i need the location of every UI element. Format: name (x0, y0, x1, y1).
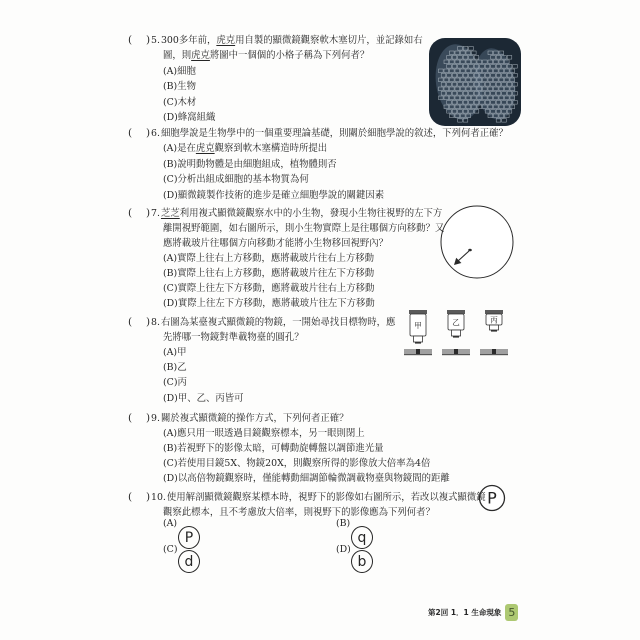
option-c (163, 281, 374, 296)
option-text: 蜂窩組織 (177, 112, 216, 123)
underlined-name: 虎克 (216, 34, 236, 46)
option-label: (D) (163, 189, 178, 201)
option-text: 應只用一眼透過目鏡觀察標本，另一眼則閉上 (177, 427, 365, 439)
stem-text: 將圖中一個個的小格子稱為下列何者？ (209, 50, 370, 61)
option-text: 實際上往左下方移動，應將載玻片往左下方移動 (177, 297, 375, 309)
option-label: (C) (163, 458, 178, 470)
footer-section-title: 第2回 1．1 生命現象 (428, 608, 502, 617)
option-a (163, 251, 374, 266)
question-stem-line (163, 48, 369, 63)
specimen-glyph: P (487, 488, 497, 508)
option-text: 甲、乙、丙皆可 (177, 392, 244, 404)
option-label: (A) (163, 346, 178, 358)
option-text: 若使用目鏡5X、物鏡20X，則觀察所得的影像放大倍率為4倍 (177, 458, 431, 470)
option-label: (B) (163, 267, 178, 279)
option-label: (B) (336, 518, 351, 529)
option-d (336, 542, 351, 557)
option-b (163, 79, 196, 94)
stem-text: 右圖為某臺複式顯微鏡的物鏡，一開始尋找目標物時，應 (160, 316, 396, 328)
question-stem-line (151, 411, 348, 426)
answer-blank-close: ) (146, 206, 151, 219)
option-d (163, 110, 215, 125)
option-label: (B) (163, 158, 178, 170)
option-text: 顯微鏡製作技術的進步是確立細胞學說的關鍵因素 (177, 189, 385, 201)
option-label: (D) (163, 473, 178, 485)
stem-text: 先將哪一物鏡對準載物臺的圓孔？ (163, 331, 304, 343)
question-stem-line (163, 236, 388, 251)
option-text: 細胞 (177, 65, 196, 77)
option-d (163, 391, 243, 406)
stem-text: 應將載玻片往哪個方向移動才能將小生物移回視野內？ (163, 237, 389, 249)
circled-letter-icon (351, 550, 373, 573)
answer-blank-close: ) (146, 411, 151, 424)
stem-text: 利用複式顯微鏡觀察水中的小生物，發現小生物往視野的左下方 (179, 207, 443, 219)
option-text: 乙 (177, 362, 187, 374)
option-label: (A) (163, 252, 178, 264)
circled-letter-icon (178, 550, 200, 573)
answer-blank-close: ) (146, 490, 151, 503)
question-stem-line (163, 505, 435, 520)
objective-label-jia: 甲 (414, 321, 422, 330)
question-stem-line (151, 315, 395, 330)
option-text: 丙 (177, 377, 187, 389)
stem-text: 用自製的顯微鏡觀察軟木塞切片，並記錄如右 (235, 34, 423, 46)
option-b (336, 516, 350, 531)
option-label: (C) (163, 544, 178, 555)
circled-letter: P (184, 529, 194, 546)
question-stem-line (163, 330, 304, 345)
option-label: (B) (163, 362, 178, 374)
answer-blank-open: ( (128, 33, 133, 46)
option-c (163, 456, 430, 471)
objective-label-yi: 乙 (452, 318, 460, 327)
question-number: 5. (151, 34, 160, 46)
option-a (163, 345, 186, 360)
option-a (163, 141, 327, 156)
option-label: (A) (163, 143, 178, 154)
field-of-view-figure (439, 204, 515, 280)
circled-letter: q (357, 529, 367, 546)
circled-letter-icon (351, 526, 373, 549)
option-c (163, 95, 196, 110)
stem-text: 圖，則 (163, 50, 192, 61)
option-d (163, 188, 384, 203)
answer-blank-open: ( (128, 411, 133, 424)
stem-text: 關於複式顯微鏡的操作方式，下列何者正確？ (160, 412, 349, 424)
option-label: (D) (163, 112, 178, 123)
option-text: 實際上往左下方移動，應將載玻片往右上方移動 (177, 282, 375, 294)
question-stem-line (151, 206, 442, 221)
question-stem-line (151, 490, 486, 505)
cork-cells-figure (429, 38, 521, 126)
option-d (163, 471, 450, 486)
option-label: (B) (163, 81, 178, 92)
option-label: (A) (163, 518, 178, 529)
option-a (163, 426, 365, 441)
option-text: 是在 (177, 143, 196, 154)
option-text: 木材 (177, 96, 197, 108)
underlined-name: 虎克 (195, 143, 215, 154)
page-number-badge: 5 (505, 604, 518, 621)
option-text: 分析出組成細胞的基本物質為何 (177, 174, 309, 185)
option-label: (A) (163, 65, 178, 77)
stem-text: 離開視野範圍，如右圖所示，則小生物實際上是往哪個方向移動？又 (163, 222, 445, 234)
option-label: (D) (163, 392, 178, 404)
option-d (163, 296, 375, 311)
option-text: 說明動物體是由細胞組成，植物體則否 (177, 158, 337, 170)
answer-blank-open: ( (128, 206, 133, 219)
option-text: 以高倍物鏡觀察時，僅能轉動細調節輪微調載物臺與物鏡間的距離 (177, 473, 450, 485)
option-text: 若視野下的影像太暗，可轉動旋轉盤以調節進光量 (177, 442, 384, 454)
answer-blank-open: ( (128, 126, 133, 139)
option-b (163, 360, 187, 375)
stem-text: 觀察此標本，且不考慮放大倍率，則視野下的影像應為下列何者？ (163, 506, 435, 518)
option-text: 實際上往右上方移動，應將載玻片往左下方移動 (177, 267, 375, 279)
underlined-name: 虎克 (191, 50, 210, 61)
answer-blank-open: ( (128, 490, 133, 503)
option-text: 甲 (177, 346, 187, 358)
option-b (163, 157, 337, 172)
option-label: (A) (163, 427, 178, 439)
option-a (163, 64, 196, 79)
page-footer (428, 604, 518, 621)
option-text: 觀察到軟木塞構造時所提出 (214, 143, 328, 154)
question-number: 8. (151, 316, 160, 328)
question-stem-line (151, 33, 423, 48)
option-b (163, 266, 374, 281)
option-label: (C) (163, 96, 178, 108)
option-label: (C) (163, 174, 178, 185)
question-number: 7. (151, 207, 160, 219)
option-label: (D) (336, 544, 351, 555)
option-text: 生物 (177, 81, 196, 92)
option-label: (C) (163, 282, 178, 294)
stem-text: 使用解剖顯微鏡觀察某標本時，視野下的影像如右圖所示，若改以複式顯微鏡 (166, 491, 486, 503)
circled-letter: d (184, 553, 194, 570)
question-number: 10. (151, 491, 166, 503)
objective-lenses-figure (402, 308, 512, 358)
answer-blank-close: ) (146, 126, 151, 139)
circled-letter-icon (178, 526, 200, 549)
answer-blank-close: ) (146, 33, 151, 46)
stem-text: 300多年前， (160, 34, 217, 46)
stem-text: 細胞學說是生物學中的一個重要理論基礎，則關於細胞學說的敘述，下列何者正確？ (160, 127, 508, 139)
underlined-name: 芝芝 (160, 207, 180, 219)
answer-blank-close: ) (146, 315, 151, 328)
question-stem-line (151, 126, 508, 141)
option-a (163, 516, 177, 531)
option-c (163, 542, 178, 557)
option-label: (C) (163, 377, 178, 389)
option-c (163, 172, 309, 187)
answer-blank-open: ( (128, 315, 133, 328)
question-number: 9. (151, 412, 160, 424)
option-label: (D) (163, 297, 178, 309)
option-b (163, 441, 383, 456)
circled-letter: b (357, 553, 367, 570)
question-stem-line (163, 221, 444, 236)
option-text: 實際上往右上方移動，應將載玻片往右上方移動 (177, 252, 374, 264)
option-c (163, 375, 187, 390)
question-number: 6. (151, 127, 160, 139)
option-label: (B) (163, 442, 178, 454)
objective-label-bing: 丙 (490, 315, 498, 325)
